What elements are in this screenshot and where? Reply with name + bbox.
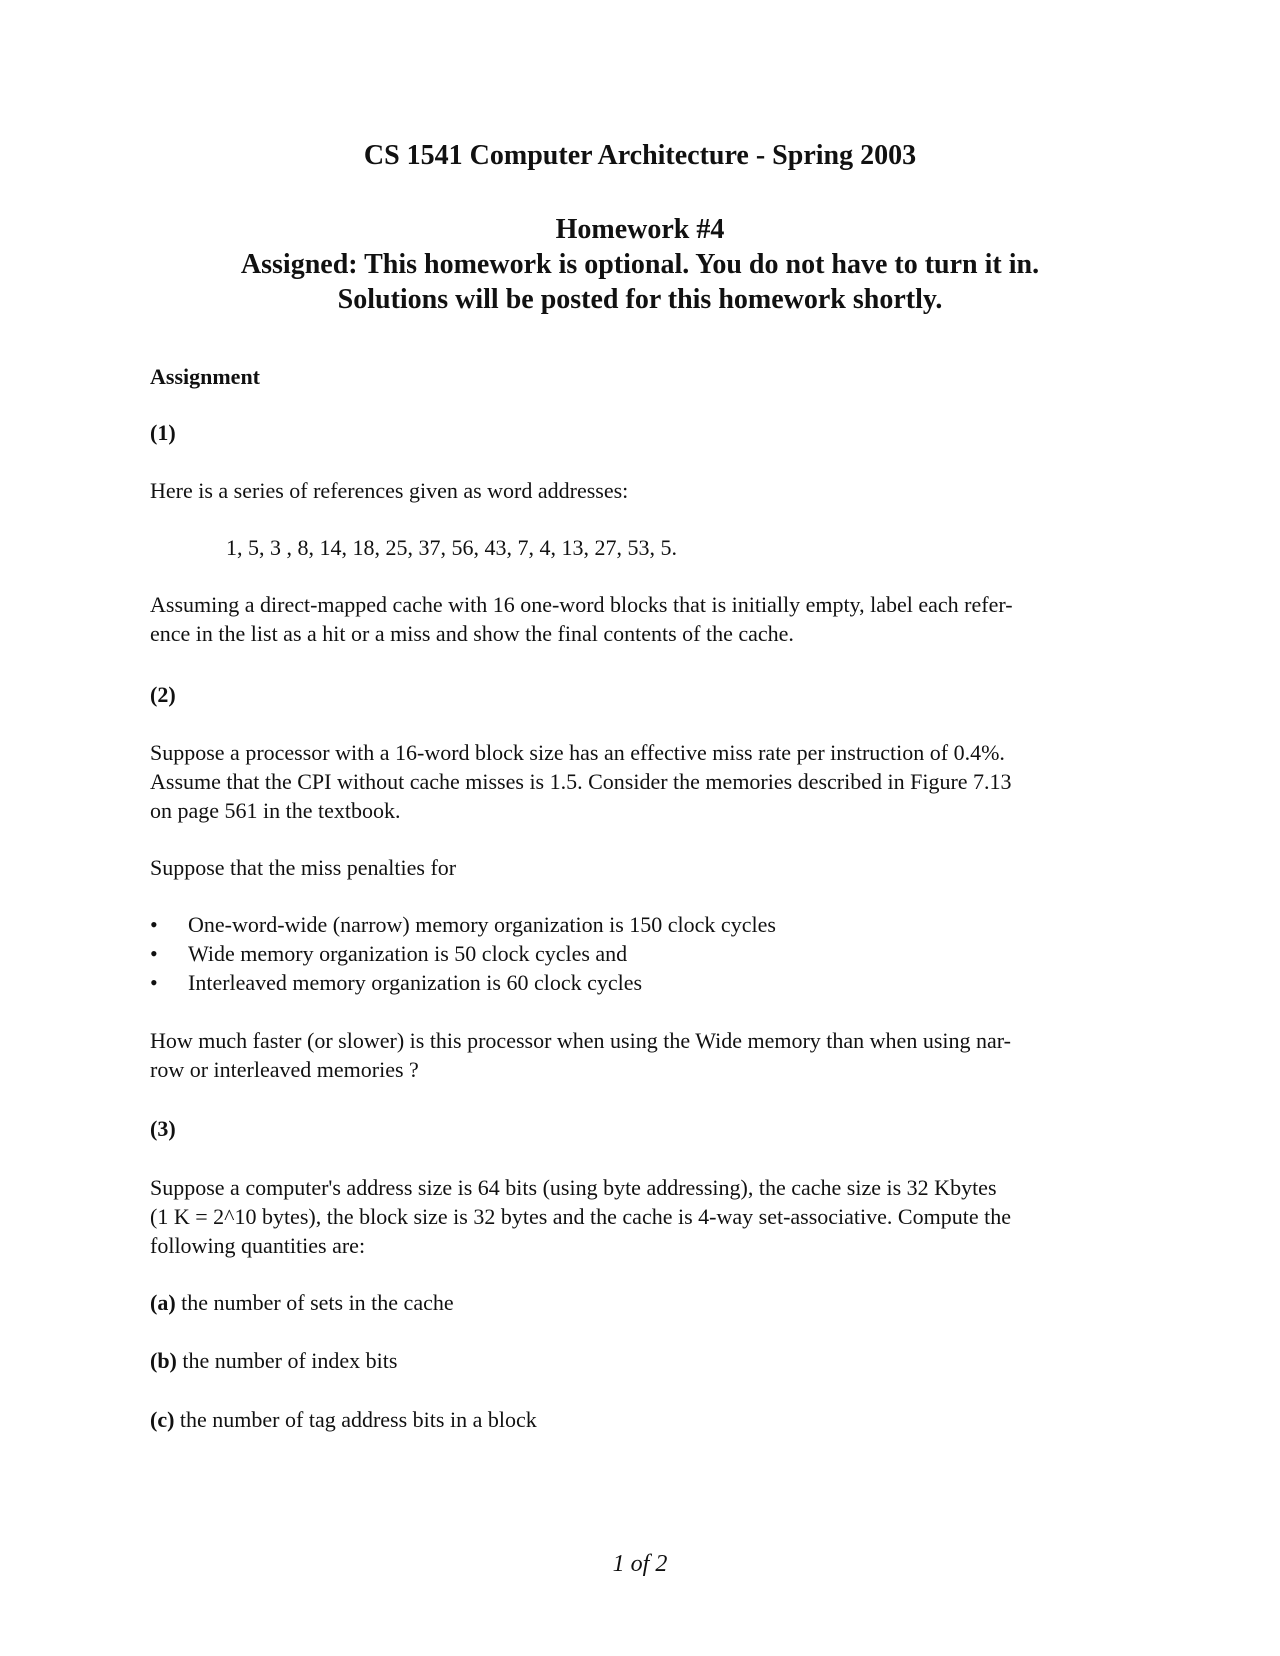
bullet-icon: • xyxy=(150,941,158,966)
question-1-intro: Here is a series of references given as word addresses: xyxy=(150,478,629,503)
question-1-text-line: ence in the list as a hit or a miss and show the final contents of the cache. xyxy=(150,621,794,646)
bullet-icon: • xyxy=(150,912,158,937)
part-a-text: the number of sets in the cache xyxy=(175,1290,454,1315)
question-3-text-line: (1 K = 2^10 bytes), the block size is 32 bytes and the cache is 4-way set-associative. Compute the xyxy=(150,1204,1011,1229)
question-2-question xyxy=(150,1026,1130,1084)
question-1-references: 1, 5, 3 , 8, 14, 18, 25, 37, 56, 43, 7, 4, 13, 27, 53, 5. xyxy=(226,535,677,560)
bullet-text: One-word-wide (narrow) memory organization is 150 clock cycles xyxy=(188,912,776,937)
question-3-text xyxy=(150,1173,1130,1260)
course-title: CS 1541 Computer Architecture - Spring 2003 xyxy=(363,140,917,171)
question-2-bullet-list xyxy=(150,910,1130,997)
question-2-question-line: How much faster (or slower) is this processor when using the Wide memory than when using nar- xyxy=(150,1028,1011,1053)
question-1-label: (1) xyxy=(150,420,176,445)
part-c-text: the number of tag address bits in a block xyxy=(174,1407,537,1432)
part-b-text: the number of index bits xyxy=(176,1348,398,1373)
part-b-label: (b) xyxy=(150,1348,177,1373)
part-c-label: (c) xyxy=(150,1407,175,1432)
question-2-penalty-intro: Suppose that the miss penalties for xyxy=(150,855,457,880)
question-2-label: (2) xyxy=(150,682,176,707)
question-3-part-c xyxy=(150,1405,1130,1434)
bullet-icon: • xyxy=(150,970,158,995)
page-indicator: 1 of 2 xyxy=(612,1551,668,1577)
bullet-text: Interleaved memory organization is 60 clock cycles xyxy=(188,970,643,995)
question-2-question-line: row or interleaved memories ? xyxy=(150,1057,419,1082)
question-2-text-line: on page 561 in the textbook. xyxy=(150,798,401,823)
question-3-text-line: Suppose a computer's address size is 64 bits (using byte addressing), the cache size is 32 Kbytes xyxy=(150,1175,997,1200)
solutions-line: Solutions will be posted for this homework shortly. xyxy=(337,284,943,315)
homework-title: Homework #4 xyxy=(555,214,725,245)
section-heading: Assignment xyxy=(150,364,261,389)
question-2-text-line: Suppose a processor with a 16-word block size has an effective miss rate per instruction of 0.4%. xyxy=(150,740,1005,765)
question-1-text xyxy=(150,590,1130,648)
assigned-line: Assigned: This homework is optional. You do not have to turn it in. xyxy=(240,249,1040,280)
question-3-part-b xyxy=(150,1346,1130,1375)
list-item xyxy=(150,939,1130,968)
question-2-text xyxy=(150,738,1130,825)
part-a-label: (a) xyxy=(150,1290,176,1315)
list-item xyxy=(150,968,1130,997)
question-3-label: (3) xyxy=(150,1116,176,1141)
question-1-text-line: Assuming a direct-mapped cache with 16 one-word blocks that is initially empty, label each refer- xyxy=(150,592,1013,617)
question-3-text-line: following quantities are: xyxy=(150,1233,366,1258)
question-3-part-a xyxy=(150,1288,1130,1317)
list-item xyxy=(150,910,1130,939)
bullet-text: Wide memory organization is 50 clock cycles and xyxy=(188,941,628,966)
question-2-text-line: Assume that the CPI without cache misses is 1.5. Consider the memories described in Figure 7.13 xyxy=(150,769,1012,794)
